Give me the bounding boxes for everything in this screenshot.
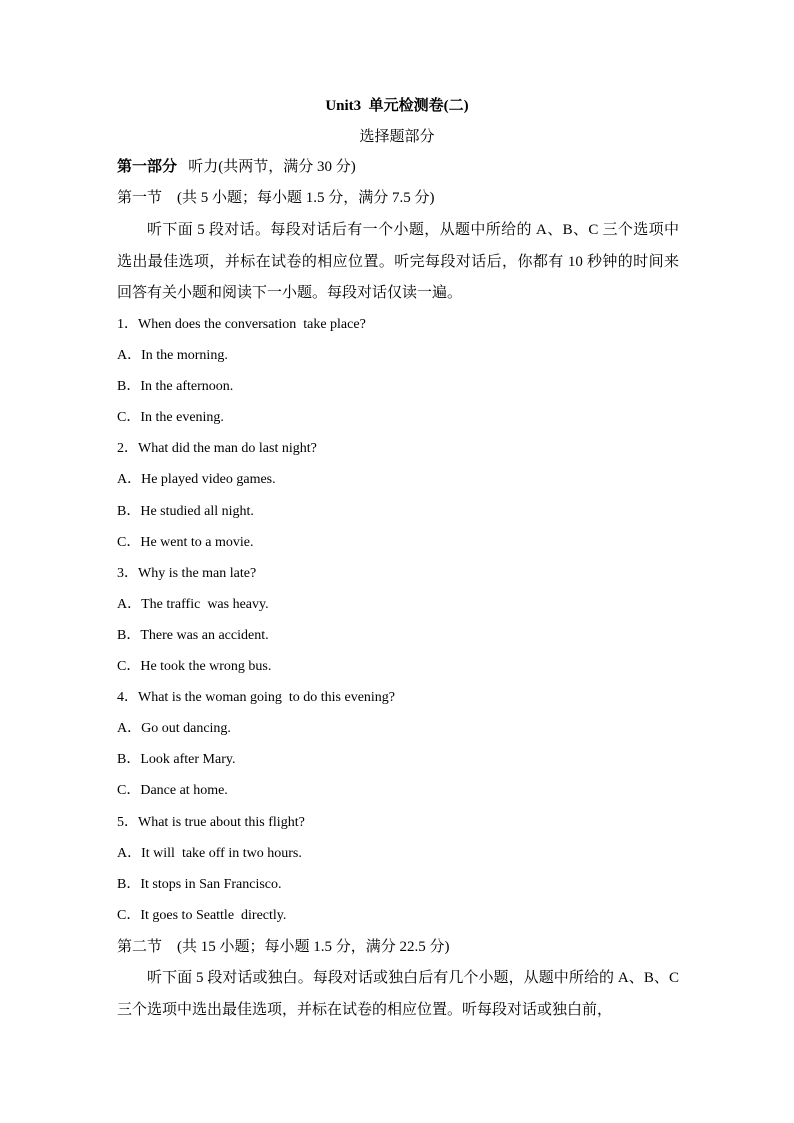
answer-option: C．He took the wrong bus.	[117, 659, 272, 675]
answer-option: C．In the evening.	[117, 410, 224, 426]
answer-option: A．It will take off in two hours.	[117, 845, 302, 861]
part1-heading-label: 第一部分	[117, 159, 178, 175]
question-stem: 5．What is true about this flight?	[117, 814, 305, 830]
answer-option: B．In the afternoon.	[117, 379, 234, 395]
question-stem: 4．What is the woman going to do this evening?	[117, 690, 396, 706]
page-title: Unit3 单元检测卷(二)	[325, 98, 469, 114]
answer-option: C．He went to a movie.	[117, 534, 254, 550]
part1-heading	[117, 157, 356, 177]
answer-option: B．Look after Mary.	[117, 752, 236, 768]
part1-heading-text: 听力(共两节，满分 30 分)	[177, 159, 356, 175]
section2-instructions: 听下面 5 段对话或独白。每段对话或独白后有几个小题，从题中所给的 A、B、C 三个选项中选出最佳选项，并标在试卷的相应位置。听每段对话或独白前，	[117, 970, 679, 1018]
answer-option: A．He played video games.	[117, 472, 276, 488]
question-stem: 3．Why is the man late?	[117, 565, 257, 581]
question-list	[117, 313, 677, 935]
section1-heading: 第一节 (共 5 小题；每小题 1.5 分，满分 7.5 分)	[117, 190, 435, 206]
answer-option: B．He studied all night.	[117, 503, 254, 519]
answer-option: B．There was an accident.	[117, 627, 269, 643]
question-stem: 1．When does the conversation take place?	[117, 317, 366, 332]
answer-option: A．In the morning.	[117, 348, 228, 364]
section2-heading: 第二节 (共 15 小题；每小题 1.5 分，满分 22.5 分)	[117, 939, 450, 955]
answer-option: B．It stops in San Francisco.	[117, 876, 282, 892]
section1-instructions: 听下面 5 段对话。每段对话后有一个小题，从题中所给的 A、B、C 三个选项中选出最佳选项，并标在试卷的相应位置。听完每段对话后，你都有 10 秒钟的时间来回答有关小题和阅读下一小题。每段对话仅读一遍。	[117, 222, 679, 301]
answer-option: A．The traffic was heavy.	[117, 596, 269, 612]
question-stem: 2．What did the man do last night?	[117, 441, 317, 457]
section-subtitle: 选择题部分	[359, 129, 435, 145]
answer-option: A．Go out dancing.	[117, 721, 231, 737]
answer-option: C．It goes to Seattle directly.	[117, 907, 287, 923]
answer-option: C．Dance at home.	[117, 783, 228, 799]
